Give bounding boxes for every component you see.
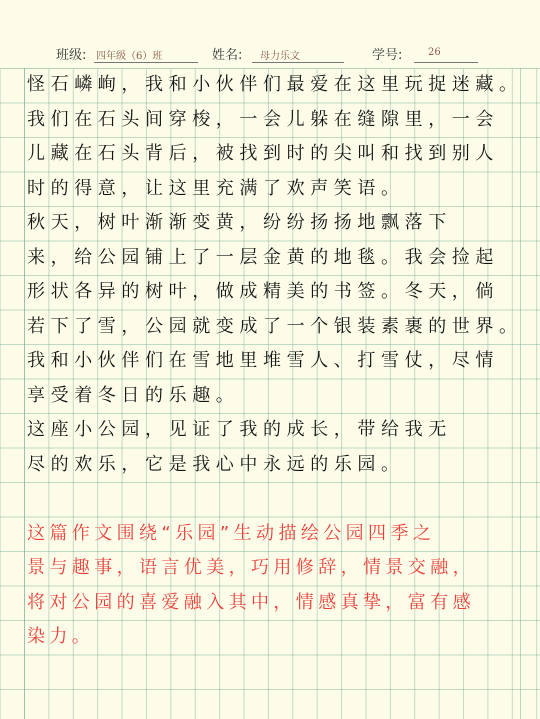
essay-line: 尽的欢乐，它是我心中永远的乐园。 — [27, 453, 405, 475]
essay-line: 这座小公园，见证了我的成长，带给我无 — [27, 419, 452, 440]
class-underline — [94, 62, 198, 63]
essay-body — [0, 68, 540, 655]
essay-line: 形状各异的树叶，做成精美的书签。冬天，倘 — [27, 281, 499, 302]
essay-line: 秋天，树叶渐渐变黄，纷纷扬扬地飘落下 — [27, 212, 452, 233]
essay-line: 我们在石头间穿梭，一会儿躲在缝隙里，一会 — [27, 108, 499, 130]
essay-line: 怪石嶙峋，我和小伙伴们最爱在这里玩捉迷藏。 — [27, 74, 523, 95]
essay-line: 我和小伙伴们在雪地里堆雪人、打雪仗，尽情 — [27, 350, 499, 371]
teacher-comment-line: 染力。 — [27, 626, 95, 647]
name-label: 姓名: — [212, 48, 243, 63]
essay-line: 享受着冬日的乐趣。 — [27, 384, 240, 406]
class-value: 四年级（6）班 — [96, 51, 163, 62]
name-underline — [252, 62, 344, 63]
name-value: 母力乐文 — [260, 51, 300, 62]
essay-line — [0, 482, 540, 517]
header — [0, 0, 540, 69]
class-label: 班级: — [56, 48, 87, 63]
teacher-comment-line: 景与趣事，语言优美，巧用修辞，情景交融， — [27, 557, 475, 578]
teacher-comment-line: 将对公园的喜爱融入其中，情感真挚，富有感 — [27, 591, 475, 613]
essay-line: 若下了雪，公园就变成了一个银装素裹的世界。 — [27, 315, 523, 337]
essay-line: 时的得意，让这里充满了欢声笑语。 — [27, 177, 405, 199]
teacher-comment-line: 这篇作文围绕“乐园”生动描绘公园四季之 — [27, 522, 436, 544]
number-underline — [414, 62, 478, 63]
number-value: 26 — [428, 47, 441, 58]
number-label: 学号: — [372, 48, 403, 63]
essay-line: 来，给公园铺上了一层金黄的地毯。我会捡起 — [27, 246, 499, 268]
essay-line: 儿藏在石头背后，被找到时的尖叫和找到别人 — [27, 143, 499, 164]
